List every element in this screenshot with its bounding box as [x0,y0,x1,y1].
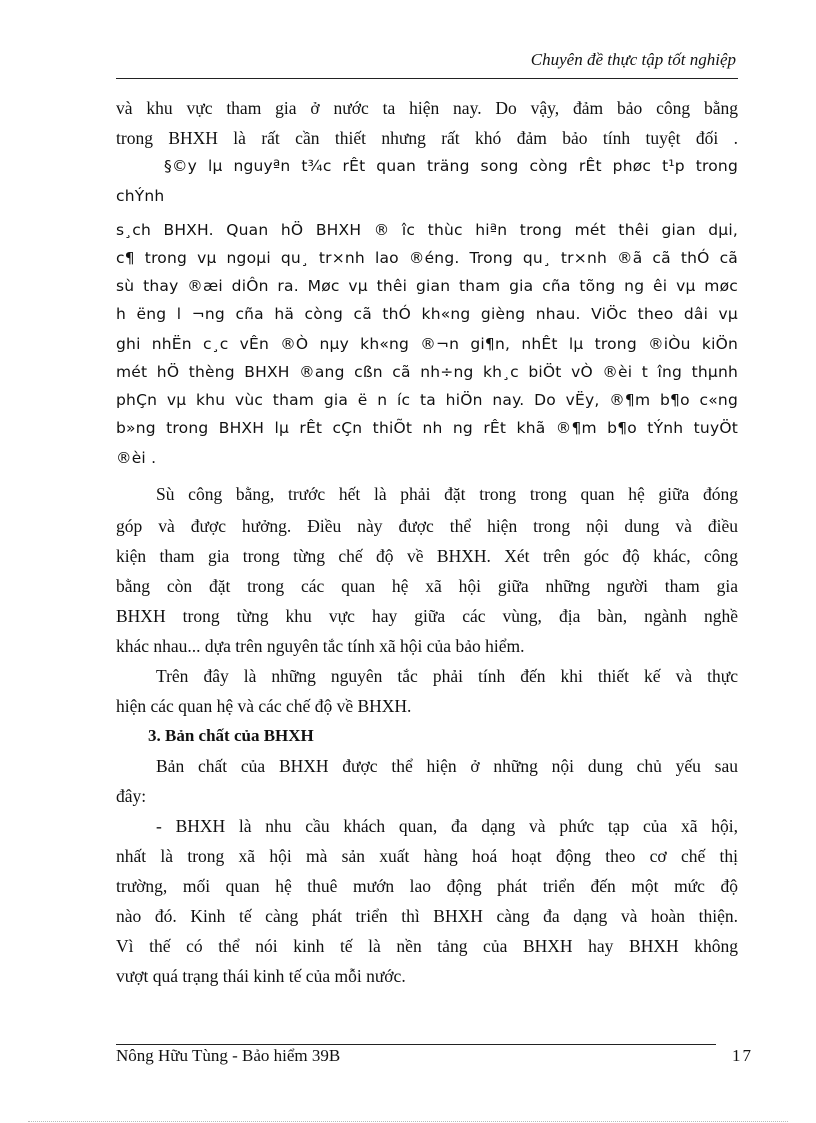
page-edge-divider [28,1121,788,1122]
paragraph-line: - BHXH là nhu cầu khách quan, đa dạng và phức tạp của xã hội, [156,816,738,836]
paragraph-line: BHXH trong từng khu vực hay giữa các vùng, địa bàn, ngành nghề [116,606,738,626]
paragraph-line: góp và được hưởng. Điều này được thể hiện trong nội dung và điều [116,516,738,536]
garbled-line: mét hÖ thèng BHXH ®ang cßn cã nh÷ng kh¸c biÖt vÒ ®èi t îng thµnh [116,363,738,381]
footer-divider [116,1044,716,1045]
paragraph-line: đây: [116,786,147,806]
paragraph-line: kiện tham gia trong từng chế độ về BHXH. Xét trên góc độ khác, công [116,546,738,566]
footer-author: Nông Hữu Tùng - Bảo hiểm 39B [116,1046,341,1065]
garbled-line: §©y lµ nguyªn t¾c rÊt quan träng song còng rÊt phøc t¹p trong [164,157,738,175]
paragraph-line: Trên đây là những nguyên tắc phải tính đến khi thiết kế và thực [156,666,738,686]
garbled-line: c¶ trong vµ ngoµi qu¸ tr×nh lao ®éng. Trong qu¸ tr×nh ®ã cã thÓ cã [116,249,738,267]
paragraph-line: Sù công bằng, trước hết là phải đặt trong trong quan hệ giữa đóng [156,484,738,504]
paragraph-line: vượt quá trạng thái kinh tế của mỗi nước. [116,966,406,986]
garbled-line: ®èi . [116,449,157,467]
garbled-line: chÝnh [116,187,165,205]
paragraph-line: nhất là trong xã hội mà sản xuất hàng hoá hoạt động theo cơ chế thị [116,846,738,866]
garbled-line: sù thay ®æi diÔn ra. Møc vµ thêi gian tham gia cña tõng ng êi vµ møc [116,277,738,295]
garbled-line: ghi nhËn c¸c vÊn ®Ò nµy kh«ng ®¬n gi¶n, nhÊt lµ trong ®iÒu kiÖn [116,335,738,353]
garbled-line: phÇn vµ khu vùc tham gia ë n íc ta hiÖn nay. Do vËy, ®¶m b¶o c«ng [116,391,738,409]
paragraph-line: trường, mối quan hệ thuê mướn lao động phát triển đến một mức độ [116,876,738,896]
paragraph-line: hiện các quan hệ và các chế độ về BHXH. [116,696,412,716]
garbled-line: s¸ch BHXH. Quan hÖ BHXH ® îc thùc hiªn trong mét thêi gian dµi, [116,221,738,239]
section-heading: 3. Bản chất của BHXH [148,726,314,745]
paragraph-line: khác nhau... dựa trên nguyên tắc tính xã hội của bảo hiểm. [116,636,525,656]
paragraph-line: bằng còn đặt trong các quan hệ xã hội giữa những người tham gia [116,576,738,596]
page-number: 17 [732,1046,753,1065]
paragraph-line: Vì thế có thể nói kinh tế là nền tảng của BHXH hay BHXH không [116,936,738,956]
paragraph-line: Bản chất của BHXH được thể hiện ở những nội dung chủ yếu sau [156,756,738,776]
header-title: Chuyên đề thực tập tốt nghiệp [530,50,736,69]
paragraph-line: trong BHXH là rất cần thiết nhưng rất khó đảm bảo tính tuyệt đối . [116,128,738,148]
page-header [116,48,738,79]
garbled-line: b»ng trong BHXH lµ rÊt cÇn thiÕt nh ng rÊt khã ®¶m b¶o tÝnh tuyÖt [116,419,738,437]
garbled-line: h ëng l ¬ng cña hä còng cã thÓ kh«ng gièng nhau. ViÖc theo dâi vµ [116,305,738,323]
paragraph-line: nào đó. Kinh tế càng phát triển thì BHXH càng đa dạng và hoàn thiện. [116,906,738,926]
paragraph-line: và khu vực tham gia ở nước ta hiện nay. Do vậy, đảm bảo công bằng [116,98,738,118]
